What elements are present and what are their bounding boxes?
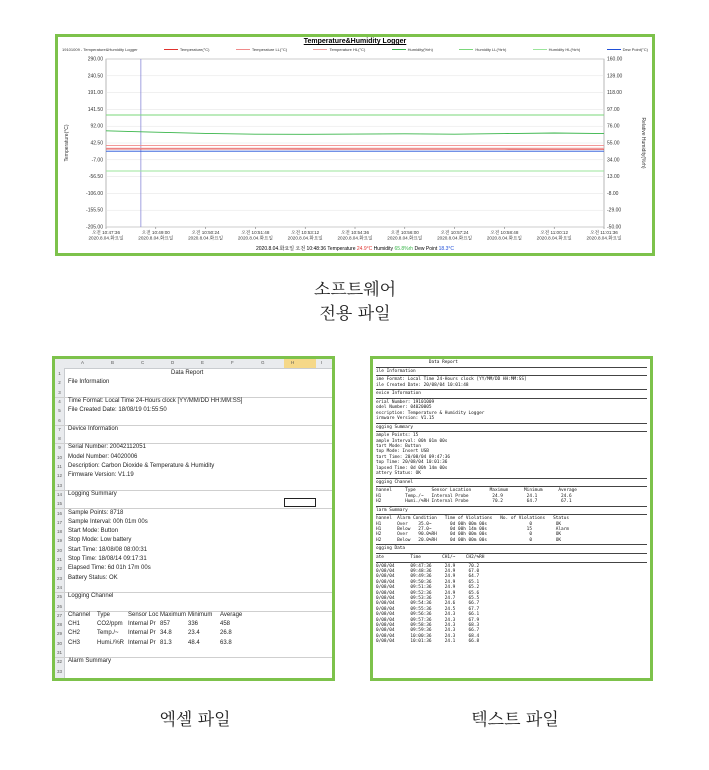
excel-cell[interactable]: Start Time: 18/08/08 08:00:31 bbox=[68, 546, 148, 553]
x-tick-time: 오전 10:47:36 bbox=[91, 230, 121, 235]
text-line: 0/08/04 10:01:36 24.1 66.8 bbox=[376, 639, 480, 645]
excel-row bbox=[55, 564, 332, 573]
status-dewpoint: 18.3°C bbox=[438, 246, 454, 252]
excel-row-number: 8 bbox=[58, 436, 61, 442]
x-tick-date: 2020.8.04.화요일 bbox=[536, 235, 572, 241]
y2-tick-label: -50.00 bbox=[607, 224, 622, 231]
excel-row bbox=[55, 574, 332, 583]
status-mid: Humidity bbox=[372, 246, 395, 252]
text-line: ile Created Date: 20/08/04 10:01:48 bbox=[376, 382, 469, 388]
excel-row-number: 32 bbox=[56, 659, 62, 665]
legend-label: Humidity LL(%rh) bbox=[475, 47, 507, 52]
legend-label: 19101009 - Temperature&Humidity Logger bbox=[62, 47, 138, 52]
excel-row-number: 22 bbox=[56, 566, 62, 572]
text-line: ate Time CH1/~ CH2/%RH bbox=[376, 555, 485, 560]
excel-column-header[interactable]: H bbox=[291, 360, 295, 365]
excel-column-header[interactable]: I bbox=[321, 360, 323, 365]
excel-row bbox=[55, 527, 332, 536]
text-line: tart Time: 20/08/04 09:47:36 bbox=[376, 454, 451, 460]
y-tick-label: -106.00 bbox=[86, 190, 103, 197]
text-line: 0/08/04 09:53:36 24.7 65.5 bbox=[376, 596, 480, 601]
text-line: 0/08/04 09:51:36 24.9 65.2 bbox=[376, 585, 480, 591]
excel-row bbox=[55, 518, 332, 527]
excel-row-number: 6 bbox=[58, 417, 61, 423]
excel-cell[interactable]: CO2/ppm bbox=[97, 621, 123, 628]
text-line: hannel Alarm Condition Time of Violations No. of Violations Status bbox=[376, 516, 569, 522]
excel-row bbox=[55, 406, 332, 415]
excel-row-number: 21 bbox=[56, 557, 62, 562]
excel-row-number: 1 bbox=[58, 371, 61, 376]
y2-tick-label: 13.00 bbox=[607, 174, 620, 181]
excel-row-number: 17 bbox=[56, 519, 62, 525]
x-tick-time: 오전 11:01:36 bbox=[590, 230, 618, 235]
excel-cell[interactable]: 458 bbox=[220, 621, 231, 628]
excel-row bbox=[55, 629, 332, 638]
excel-cell[interactable]: Minimum bbox=[188, 611, 213, 618]
y2-tick-label: -29.00 bbox=[607, 207, 622, 214]
y-tick-label: -56.50 bbox=[88, 174, 103, 181]
status-humidity: 65.8%rh bbox=[394, 246, 414, 252]
excel-column-header[interactable]: E bbox=[201, 360, 205, 365]
excel-cell[interactable]: Serial Number: 20042112051 bbox=[68, 444, 146, 451]
excel-cell[interactable]: 48.4 bbox=[188, 639, 200, 646]
x-tick-date: 2020.8.04.화요일 bbox=[287, 235, 323, 241]
excel-cell[interactable]: Maximum bbox=[160, 611, 187, 618]
y2-tick-label: 34.00 bbox=[607, 157, 620, 164]
x-tick-time: 오전 10:57:24 bbox=[440, 230, 469, 235]
excel-row-number: 15 bbox=[56, 501, 62, 507]
x-tick-date: 2020.8.04.화요일 bbox=[387, 235, 423, 241]
excel-column-header[interactable]: F bbox=[231, 360, 234, 365]
y-tick-label: 141.50 bbox=[87, 106, 103, 113]
y2-tick-label: 118.00 bbox=[607, 90, 622, 97]
excel-cell[interactable]: Stop Time: 18/08/14 09:17:31 bbox=[68, 556, 147, 562]
text-line: 0/08/04 09:52:36 24.9 65.6 bbox=[376, 590, 480, 596]
excel-row-number: 2 bbox=[58, 380, 61, 386]
y2-tick-label: 139.00 bbox=[607, 73, 623, 80]
text-line: H2 Humi./%RH Internal Probe 70.2 64.7 67.1 bbox=[376, 499, 572, 504]
text-line: 0/08/04 09:57:36 24.3 67.9 bbox=[376, 617, 480, 623]
excel-cell[interactable]: Model Number: 04020006 bbox=[68, 453, 138, 460]
excel-row-number: 18 bbox=[56, 529, 62, 535]
text-line: odel Number: 04020005 bbox=[376, 405, 432, 411]
y2-tick-label: 160.00 bbox=[607, 56, 623, 63]
excel-row bbox=[55, 657, 332, 666]
text-line: tart Mode: Button bbox=[376, 444, 421, 449]
excel-row-number: 14 bbox=[56, 491, 62, 497]
legend-label: Dew Point(°C) bbox=[622, 47, 648, 52]
y2-axis-label: Relative Humidity(%rh) bbox=[640, 117, 646, 169]
x-tick-date: 2020.8.04.화요일 bbox=[188, 235, 224, 241]
excel-cell[interactable]: Average bbox=[220, 611, 243, 618]
software-file-screenshot bbox=[55, 34, 655, 256]
excel-report-title[interactable]: Data Report bbox=[171, 370, 204, 376]
y-axis-label: Temperature(°C) bbox=[64, 124, 70, 162]
x-tick-time: 오전 10:58:48 bbox=[490, 230, 519, 235]
excel-cell[interactable]: Temp./~ bbox=[97, 630, 119, 637]
text-line: 0/08/04 09:55:36 24.5 67.7 bbox=[376, 606, 480, 612]
y-tick-label: 191.00 bbox=[87, 90, 103, 97]
text-line: evice Information bbox=[376, 391, 421, 397]
excel-cell[interactable]: Humi./%R bbox=[97, 639, 125, 646]
excel-row-number: 20 bbox=[56, 547, 62, 553]
y2-tick-label: 55.00 bbox=[607, 140, 620, 147]
text-line: irmware Version: V1.15 bbox=[376, 416, 435, 421]
excel-cell[interactable]: Sensor Loc bbox=[128, 611, 159, 618]
excel-row-number: 5 bbox=[58, 408, 61, 414]
legend-label: Humidity HL(%rh) bbox=[548, 47, 581, 52]
text-rule bbox=[376, 398, 647, 399]
text-line: attery Status: OK bbox=[376, 471, 421, 476]
text-line: H1 Over 35.0~ 0d 00h 00m 00s 0 OK bbox=[376, 521, 562, 527]
text-line: 0/08/04 09:58:36 24.3 68.3 bbox=[376, 623, 480, 628]
excel-file-screenshot bbox=[52, 356, 335, 681]
x-tick-date: 2020.8.04.화요일 bbox=[138, 235, 174, 241]
y2-tick-label: 97.00 bbox=[607, 106, 620, 113]
excel-row-number: 29 bbox=[56, 631, 62, 637]
excel-row-number: 33 bbox=[56, 668, 62, 674]
software-caption bbox=[240, 278, 470, 326]
text-line: ample Points: 15 bbox=[376, 433, 419, 439]
excel-row-number: 3 bbox=[58, 389, 61, 395]
excel-row-number: 10 bbox=[56, 454, 62, 460]
excel-row bbox=[55, 453, 332, 462]
text-line: larm Summary bbox=[376, 507, 408, 513]
text-rule bbox=[376, 562, 647, 563]
excel-cell[interactable]: Type bbox=[97, 611, 111, 618]
status-mid2: Dew Point bbox=[413, 246, 439, 252]
text-line: 0/08/04 10:00:36 24.3 68.4 bbox=[376, 633, 480, 639]
excel-row bbox=[55, 443, 332, 452]
excel-row-number: 28 bbox=[56, 622, 62, 628]
excel-row-number: 25 bbox=[56, 594, 62, 600]
excel-row-number: 9 bbox=[58, 445, 61, 451]
text-line: ogging Channel bbox=[376, 479, 414, 485]
excel-row-number: 30 bbox=[56, 640, 62, 646]
excel-row-number: 13 bbox=[56, 482, 62, 488]
excel-column-headers bbox=[55, 359, 332, 369]
excel-cell[interactable]: Stop Mode: Low battery bbox=[68, 537, 132, 544]
text-rule bbox=[376, 506, 647, 507]
excel-row bbox=[55, 369, 332, 378]
excel-cell[interactable]: Description: Carbon Dioxide & Temperature & Humidity bbox=[68, 463, 215, 469]
excel-cell[interactable]: Logging Channel bbox=[68, 593, 114, 600]
excel-cell[interactable]: 857 bbox=[160, 621, 171, 628]
excel-row-number: 31 bbox=[56, 650, 62, 655]
legend-label: Temperature LL(°C) bbox=[251, 47, 288, 52]
y2-tick-label: 76.00 bbox=[607, 123, 620, 130]
excel-column-header[interactable]: B bbox=[111, 360, 115, 365]
excel-cell[interactable]: 63.8 bbox=[220, 639, 232, 646]
excel-row bbox=[55, 667, 332, 676]
x-tick-date: 2020.8.04.화요일 bbox=[486, 235, 522, 241]
software-caption-line1: 소프트웨어 bbox=[313, 280, 397, 300]
excel-cell[interactable]: CH2 bbox=[68, 630, 81, 637]
chart-title: Temperature&Humidity Logger bbox=[303, 38, 407, 45]
y2-tick-label: -8.00 bbox=[607, 190, 619, 197]
x-tick-date: 2020.8.04.화요일 bbox=[88, 235, 124, 241]
text-caption: 텍스트 파일 bbox=[471, 710, 559, 730]
excel-cell[interactable]: Sample Interval: 00h 01m 00s bbox=[68, 518, 148, 525]
excel-row-number: 24 bbox=[56, 584, 62, 590]
excel-cell[interactable]: Firmware Version: V1.19 bbox=[68, 472, 134, 479]
text-file-screenshot bbox=[370, 356, 653, 681]
text-line: ogging Data bbox=[376, 546, 406, 552]
excel-cell[interactable]: 26.8 bbox=[220, 630, 232, 637]
software-caption-line2: 전용 파일 bbox=[319, 304, 391, 324]
excel-row bbox=[55, 397, 332, 406]
excel-cell[interactable]: CH1 bbox=[68, 621, 81, 628]
y-tick-label: 42.50 bbox=[90, 140, 103, 147]
x-tick-date: 2020.8.04.화요일 bbox=[586, 235, 622, 241]
text-line: 0/08/04 09:56:36 24.3 66.1 bbox=[376, 612, 480, 618]
excel-cell[interactable]: 34.8 bbox=[160, 630, 172, 637]
text-line: 0/08/04 09:48:36 24.9 67.0 bbox=[376, 569, 480, 574]
excel-row bbox=[55, 555, 332, 564]
text-line: Data Report bbox=[376, 360, 458, 365]
x-tick-date: 2020.8.04.화요일 bbox=[237, 235, 273, 241]
excel-cell[interactable]: Alarm Summary bbox=[68, 658, 112, 665]
text-line: escription: Temperature & Humidity Logger bbox=[376, 410, 485, 416]
text-rule bbox=[376, 423, 647, 424]
status-temperature: 24.9°C bbox=[356, 246, 373, 252]
excel-caption: 엑셀 파일 bbox=[159, 710, 231, 730]
x-tick-date: 2020.8.04.화요일 bbox=[437, 235, 473, 241]
excel-cell[interactable]: 81.3 bbox=[160, 639, 172, 646]
text-line: top Mode: Insert USB bbox=[376, 449, 429, 455]
excel-cell[interactable]: Elapsed Time: 6d 01h 17m 00s bbox=[68, 565, 151, 572]
text-line: erial Number: 19101009 bbox=[376, 399, 435, 405]
text-rule bbox=[376, 553, 647, 554]
x-tick-date: 2020.8.04.화요일 bbox=[337, 235, 373, 241]
text-line: H2 Below 20.0%RH 0d 00h 00m 00s 0 OK bbox=[376, 537, 562, 543]
text-line: H1 Temp./~ Internal Probe 24.9 24.1 24.6 bbox=[376, 493, 572, 499]
status-prefix: 2020.8.04.화요일 오전 10:48:36 Temperature bbox=[256, 246, 357, 252]
text-line: 0/08/04 09:49:36 24.9 64.7 bbox=[376, 574, 480, 580]
x-tick-time: 오전 11:00:12 bbox=[540, 230, 569, 235]
excel-column-header[interactable]: G bbox=[261, 360, 265, 365]
excel-cell[interactable]: Start Mode: Button bbox=[68, 528, 119, 535]
legend-label: Temperature(°C) bbox=[179, 47, 210, 52]
excel-row-number: 7 bbox=[58, 426, 61, 432]
y-tick-label: -155.50 bbox=[86, 207, 103, 214]
excel-cell[interactable]: Logging Summary bbox=[68, 490, 117, 497]
chart-status-line bbox=[58, 245, 652, 252]
excel-selected-cell[interactable] bbox=[284, 498, 316, 507]
legend-label: Temperature HL(°C) bbox=[329, 47, 366, 52]
excel-row bbox=[55, 471, 332, 480]
x-tick-time: 오전 10:51:48 bbox=[241, 230, 270, 235]
text-line: hannel Type Sensor Location Maximum Minimum Average bbox=[376, 488, 577, 494]
excel-row-number: 12 bbox=[56, 473, 62, 479]
y-tick-label: 290.00 bbox=[87, 56, 103, 63]
legend-label: Humidity(%rh) bbox=[407, 47, 433, 52]
excel-row-number: 23 bbox=[56, 575, 62, 581]
excel-row-number: 27 bbox=[56, 612, 62, 618]
excel-cell[interactable]: Device Information bbox=[68, 425, 119, 432]
excel-row bbox=[55, 378, 332, 387]
x-tick-time: 오전 10:50:24 bbox=[191, 230, 220, 235]
text-line: 0/08/04 09:59:36 24.3 66.7 bbox=[376, 628, 480, 634]
y-tick-label: -205.00 bbox=[86, 224, 103, 231]
excel-cell[interactable]: Sample Points: 8718 bbox=[68, 509, 124, 516]
text-rule bbox=[376, 544, 647, 545]
text-rule bbox=[376, 367, 647, 368]
excel-row bbox=[55, 509, 332, 518]
excel-cell[interactable]: Channel bbox=[68, 611, 91, 618]
excel-row bbox=[55, 425, 332, 434]
text-line: ogging Summary bbox=[376, 424, 414, 430]
text-line: ample Interval: 00h 01m 00s bbox=[376, 438, 448, 444]
chart-plot bbox=[58, 37, 652, 253]
excel-cell[interactable]: Internal Pr bbox=[128, 621, 156, 628]
y-tick-label: -7.00 bbox=[91, 157, 103, 164]
excel-row bbox=[55, 639, 332, 648]
text-line: lapsed Time: 0d 00h 14m 00s bbox=[376, 465, 448, 471]
excel-row bbox=[55, 620, 332, 629]
x-tick-time: 오전 10:54:36 bbox=[340, 230, 370, 235]
excel-row-number: 16 bbox=[56, 510, 62, 516]
excel-cell[interactable]: 23.4 bbox=[188, 630, 200, 637]
x-tick-time: 오전 10:49:00 bbox=[141, 230, 170, 235]
excel-cell[interactable]: CH3 bbox=[68, 639, 81, 646]
excel-row bbox=[55, 611, 332, 620]
excel-column-header[interactable]: A bbox=[81, 360, 85, 365]
excel-cell[interactable]: Battery Status: OK bbox=[68, 574, 118, 581]
excel-cell[interactable]: Internal Pr bbox=[128, 630, 156, 637]
excel-row bbox=[55, 536, 332, 545]
x-tick-time: 오전 10:53:12 bbox=[291, 230, 320, 235]
excel-cell[interactable]: File Created Date: 18/08/19 01:55:50 bbox=[68, 407, 167, 414]
text-line: H1 Below 27.0~ 0d 00h 14m 00s 15 Alarm bbox=[376, 527, 569, 532]
text-line: 0/08/04 09:50:36 24.9 65.1 bbox=[376, 579, 480, 585]
y-tick-label: 240.50 bbox=[87, 73, 103, 80]
excel-selected-column bbox=[284, 359, 316, 368]
excel-row bbox=[55, 462, 332, 471]
y-tick-label: 92.00 bbox=[90, 123, 103, 130]
excel-row-number: 19 bbox=[56, 538, 62, 544]
text-line: H2 Over 90.0%RH 0d 00h 00m 00s 0 OK bbox=[376, 532, 562, 538]
excel-column-header[interactable]: C bbox=[141, 360, 145, 365]
excel-row bbox=[55, 592, 332, 601]
text-line: 0/08/04 09:54:36 24.6 66.7 bbox=[376, 601, 480, 607]
text-rule bbox=[376, 478, 647, 479]
excel-row-number: 11 bbox=[57, 464, 62, 469]
x-tick-time: 오전 10:56:00 bbox=[390, 230, 419, 235]
excel-row bbox=[55, 546, 332, 555]
excel-cell[interactable]: Internal Pr bbox=[128, 639, 156, 646]
excel-row-number: 4 bbox=[58, 398, 61, 404]
excel-cell[interactable]: 336 bbox=[188, 621, 199, 628]
excel-cell[interactable]: Time Format: Local Time 24-Hours clock [YY/MM/DD HH:MM:SS] bbox=[68, 397, 243, 404]
excel-row-number: 26 bbox=[56, 603, 62, 609]
text-line: ile Information bbox=[376, 368, 416, 374]
text-line: ime Format: Local Time 24-Hours clock [YY/MM/DD HH:MM:SS] bbox=[376, 377, 527, 383]
text-line: top Time: 20/08/04 10:01:36 bbox=[376, 460, 448, 466]
text-line: 0/08/04 09:47:36 24.9 70.2 bbox=[376, 563, 480, 569]
excel-cell[interactable]: File Information bbox=[68, 379, 110, 386]
excel-column-header[interactable]: D bbox=[171, 360, 175, 365]
